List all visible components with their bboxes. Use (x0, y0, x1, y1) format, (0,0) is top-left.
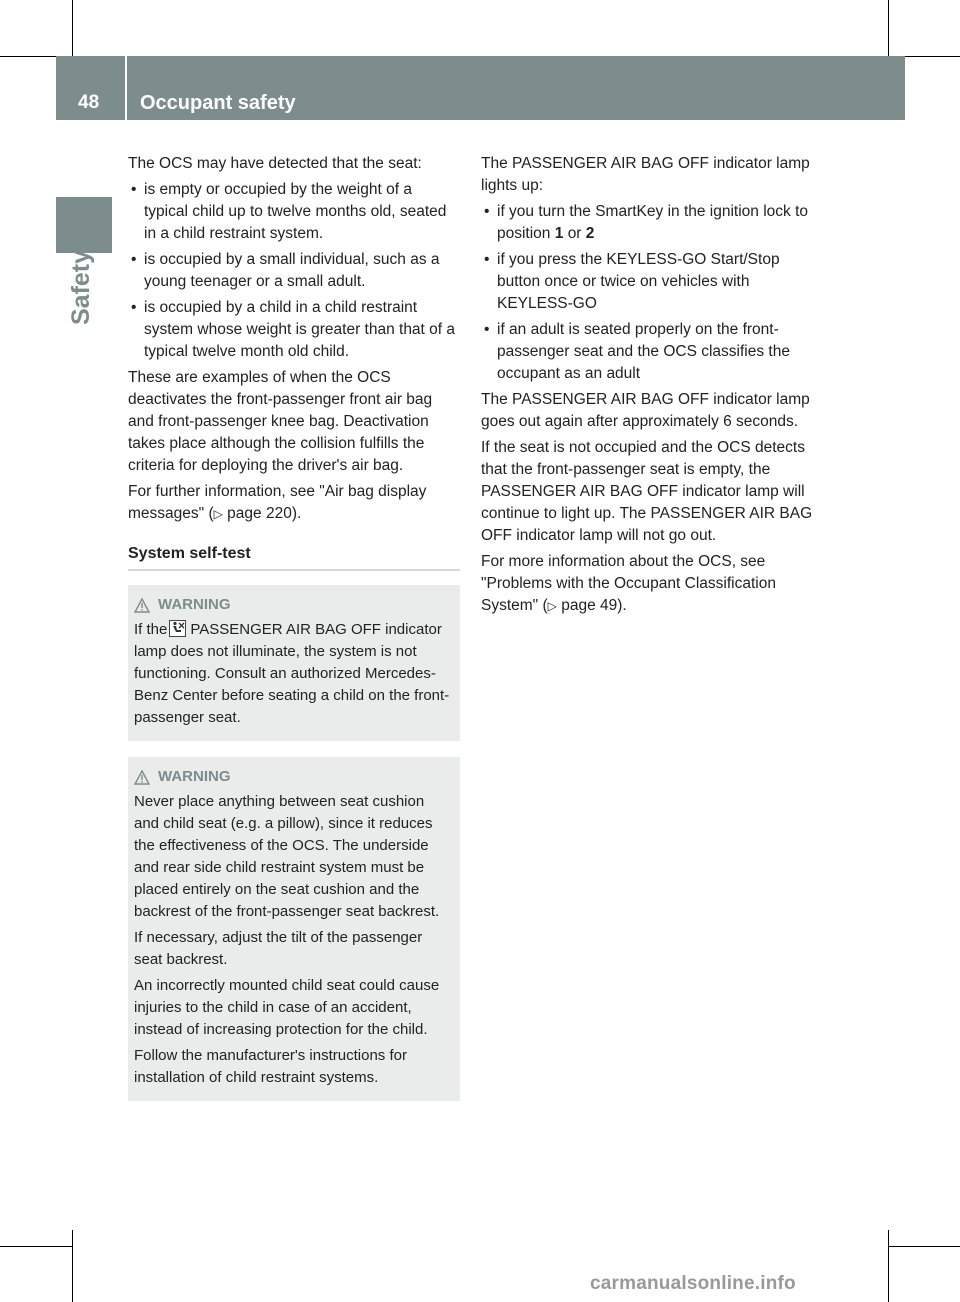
warning-text: An incorrectly mounted child seat could cause injuries to the child in case of an accident, instead of increasing protection for the child. (134, 977, 440, 1038)
paragraph-text: For further information, see "Air bag display messages" ( (128, 483, 427, 522)
list-item (128, 297, 460, 363)
crop-mark (888, 1230, 889, 1302)
bullet-mark: • (484, 251, 490, 268)
list-item (128, 179, 460, 245)
footer-watermark: carmanualsonline.info (590, 1273, 796, 1294)
left-column (128, 153, 460, 1101)
page-number: 48 (78, 92, 100, 113)
section-tab-label: Safety (67, 249, 95, 325)
bullet-mark: • (484, 203, 490, 220)
right-column (481, 153, 815, 621)
warning-label: WARNING (158, 596, 231, 613)
warning-header (134, 595, 452, 615)
crop-mark (72, 1230, 73, 1302)
section-heading: System self-test (128, 543, 460, 571)
further-info-paragraph (128, 481, 460, 525)
page-reference-link[interactable]: page 49 (561, 597, 618, 614)
page-ref-arrow-icon: ▷ (213, 507, 223, 521)
page-title: Occupant safety (140, 92, 296, 114)
warning-text-part: PASSENGER AIR BAG OFF indicator lamp does not illuminate, the system is not functioning. Consult an authorized Mercedes-Benz Center before seating a child on the front-passenger seat. (134, 621, 450, 726)
warning-triangle-icon (134, 770, 150, 785)
passenger-airbag-off-icon (169, 620, 186, 637)
list-item (481, 201, 815, 245)
list-item (481, 319, 815, 385)
paragraph-text: ). (291, 505, 302, 522)
position-number: 1 (554, 225, 564, 242)
header-separator (125, 56, 127, 120)
warning-text-part: If the (134, 621, 168, 638)
crop-mark (0, 1246, 72, 1247)
list-item (128, 249, 460, 293)
list-item-text: or (567, 225, 582, 242)
seat-empty-paragraph: If the seat is not occupied and the OCS detects that the front-passenger seat is empty, the PASSENGER AIR BAG OFF indicator lamp will continue to light up. The PASSENGER AIR BAG OFF indicator lamp will not go out. (481, 439, 813, 544)
crop-mark (888, 1246, 960, 1247)
position-number: 2 (585, 225, 595, 242)
intro-text: The OCS may have detected that the seat: (128, 155, 422, 172)
list-item (481, 249, 815, 315)
list-item-text: if you turn the SmartKey in the ignition lock to position (497, 203, 809, 242)
list-item-text: is occupied by a small individual, such as a young teenager or a small adult. (144, 251, 440, 290)
paragraph-text: For more information about the OCS, see "Problems with the Occupant Classification System" ( (481, 553, 776, 614)
bullet-mark: • (131, 299, 137, 316)
more-info-paragraph (481, 551, 815, 617)
warning-header (134, 767, 452, 787)
warning-text: Follow the manufacturer's instructions for installation of child restraint systems. (134, 1047, 407, 1086)
list-item-text: is empty or occupied by the weight of a typical child up to twelve months old, seated in a child restraint system. (144, 181, 447, 242)
detection-list (128, 179, 460, 363)
warning-box (128, 585, 460, 741)
warning-text: If necessary, adjust the tilt of the passenger seat backrest. (134, 929, 423, 968)
page-ref-arrow-icon: ▷ (547, 599, 557, 613)
list-item-text: is occupied by a child in a child restraint system whose weight is greater than that of a typical twelve month old child. (144, 299, 456, 360)
deactivation-paragraph: These are examples of when the OCS deactivates the front-passenger front air bag and front-passenger knee bag. Deactivation takes place although the collision fulfills the criteria for deploying the driver's air bag. (128, 369, 433, 474)
bullet-mark: • (131, 251, 137, 268)
bullet-mark: • (484, 321, 490, 338)
paragraph-text: ). (617, 597, 627, 614)
page-reference-link[interactable]: page 220 (227, 505, 292, 522)
list-item-text: if you press the KEYLESS-GO Start/Stop button once or twice on vehicles with KEYLESS-GO (497, 251, 780, 312)
warning-triangle-icon (134, 598, 150, 613)
intro-text: The PASSENGER AIR BAG OFF indicator lamp lights up: (481, 155, 810, 194)
warning-text: Never place anything between seat cushion and child seat (e.g. a pillow), since it reduces the effectiveness of the OCS. The underside and rear side child restraint system must be placed entirely on the seat cushion and the backrest of the front-passenger seat backrest. (134, 793, 440, 920)
lamp-conditions-list (481, 201, 815, 385)
lamp-goes-out-paragraph: The PASSENGER AIR BAG OFF indicator lamp goes out again after approximately 6 seconds. (481, 391, 810, 430)
bullet-mark: • (131, 181, 137, 198)
warning-text (134, 619, 452, 729)
warning-label: WARNING (158, 768, 231, 785)
list-item-text: if an adult is seated properly on the front-passenger seat and the OCS classifies the occupant as an adult (497, 321, 790, 382)
warning-box (128, 757, 460, 1101)
